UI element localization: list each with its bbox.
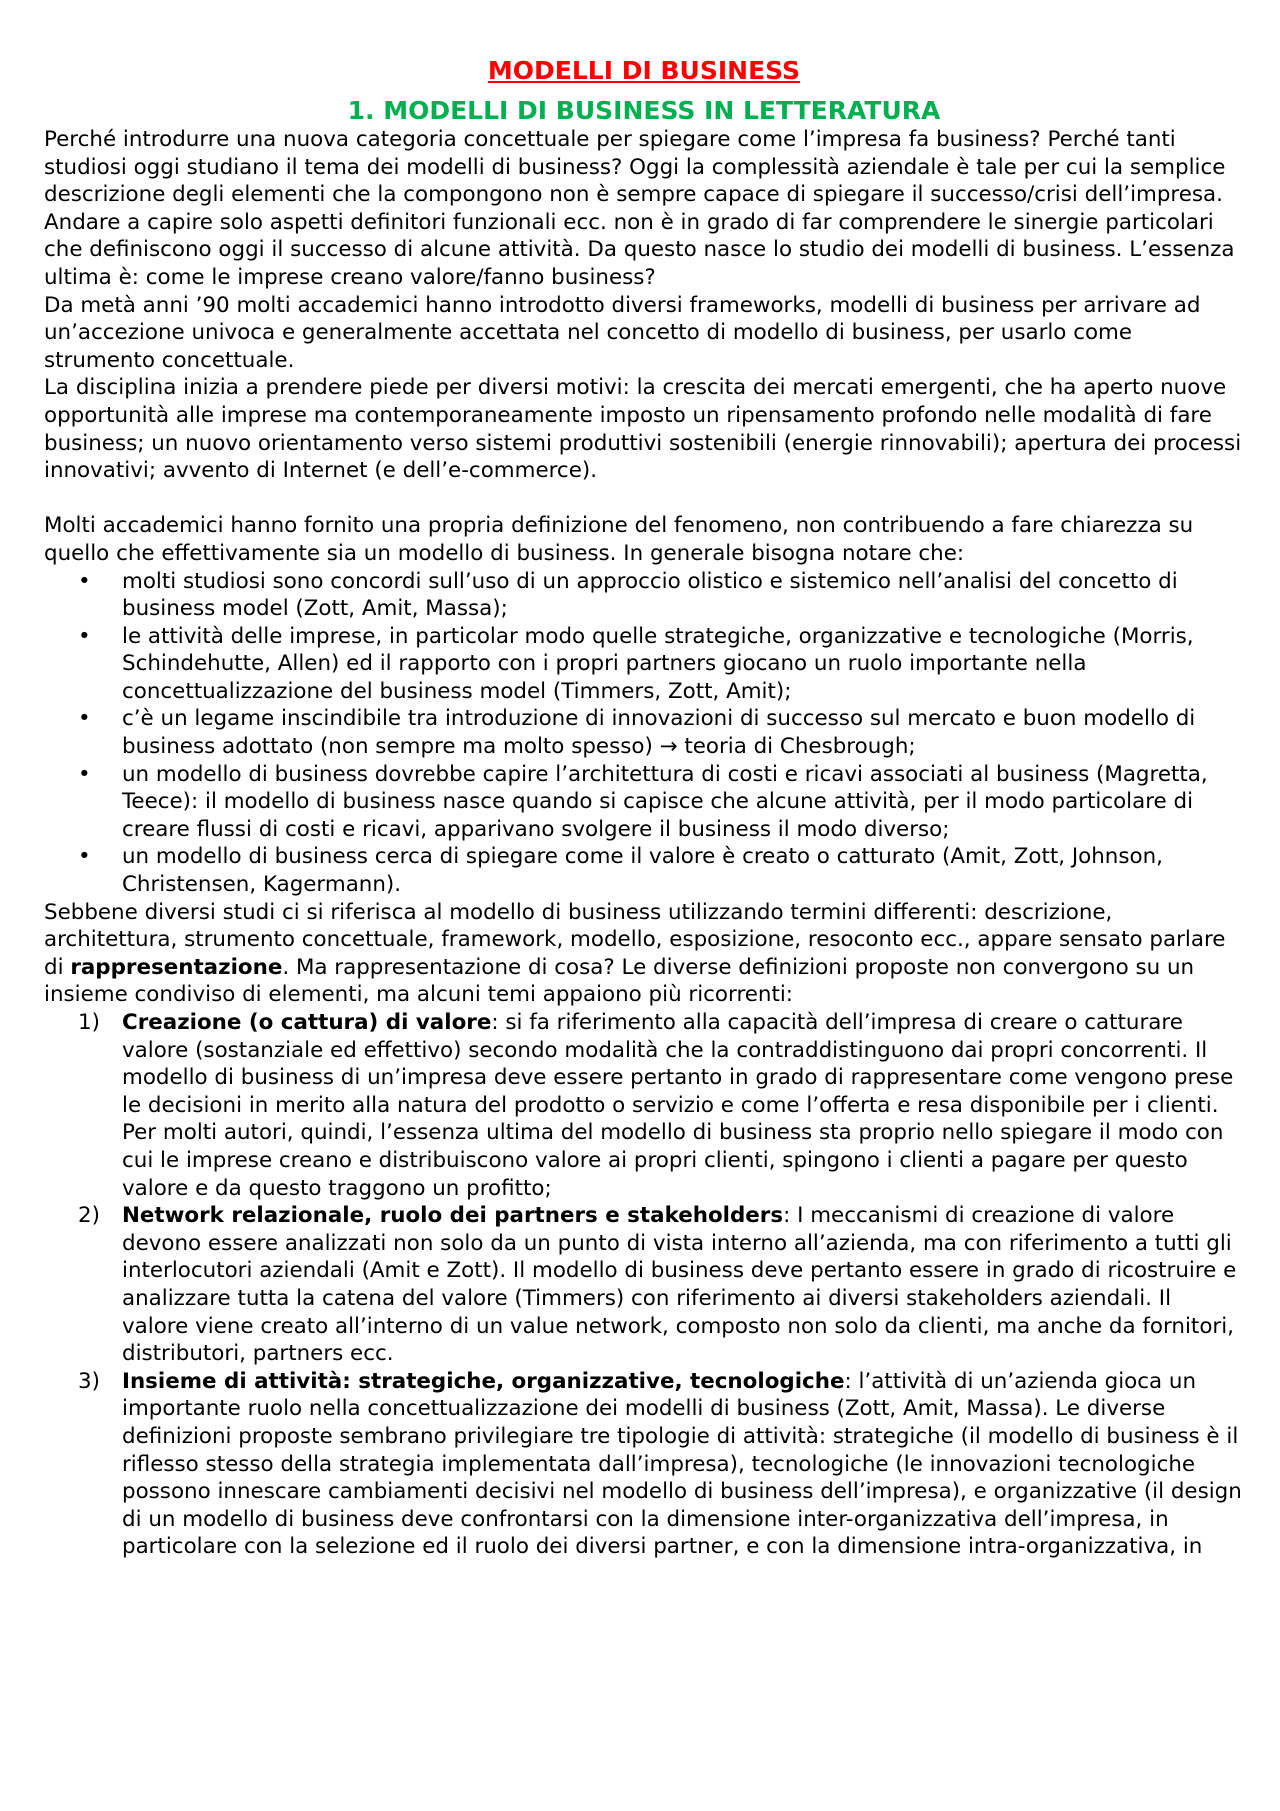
list-item [44,568,1244,623]
list-item [44,761,1244,844]
list-item [44,623,1244,706]
bullet-icon: • [78,568,91,594]
list-item-text: le attività delle imprese, in particolar modo quelle strategiche, organizzative e tecnologiche (Morris, Schindehutte, Allen) ed il rapporto con i propri partners giocano un ruolo importante nella concettualizzazione del business model (Timmers, Zott, Amit); [122,623,1194,704]
bullet-icon: • [78,761,91,787]
item-text: : I meccanismi di creazione di valore devono essere analizzati non solo da un punto di vista interno all’azienda, ma con riferimento a tutti gli interlocutori aziendali (Amit e Zott). Il modello di business deve pertanto essere in grado di ricostruire e analizzare tutta la catena del valore (Timmers) con riferimento ai diversi stakeholders aziendali. Il valore viene creato all’interno di un value network, composto non solo da clienti, ma anche da fornitori, distributori, partners ecc. [122,1203,1237,1367]
list-item-text: un modello di business dovrebbe capire l’architettura di costi e ricavi associati al business (Magretta, Teece): il modello di business nasce quando si capisce che alcune attività, per il modo particolare di creare flussi di costi e ricavi, apparivano svolgere il business il modo diverso; [122,761,1208,842]
item-heading: Creazione (o cattura) di valore [122,1010,492,1035]
bullet-icon: • [78,844,91,870]
section-title: 1. MODELLI DI BUSINESS IN LETTERATURA [347,96,941,125]
list-item [44,843,1244,898]
intro-paragraph-1: Perché introdurre una nuova categoria concettuale per spiegare come l’impresa fa business? Perché tanti studiosi oggi studiano il tema dei modelli di business? Oggi la complessità aziendale è tale per cui la semplice descrizione degli elementi che la compongono non è sempre capace di spiegare il successo/crisi dell’impresa. Andare a capire solo aspetti definitori funzionali ecc. non è in grado di far comprendere le sinergie particolari che definiscono oggi il successo di alcune attività. Da questo nasce lo studio dei modelli di business. L’essenza ultima è: come le imprese creano valore/fanno business? [44,127,1235,290]
item-number: 2) [78,1203,100,1229]
representation-text-after: . Ma rappresentazione di cosa? Le diverse definizioni proposte non convergono su un insieme condiviso di elementi, ma alcuni temi appaiono più ricorrenti: [44,954,1195,1008]
bullet-icon: • [78,706,91,732]
bullet-icon: • [78,623,91,649]
item-text: : l’attività di un’azienda gioca un importante ruolo nella concettualizzazione dei modelli di business (Zott, Amit, Massa). Le diverse definizioni proposte sembrano privilegiare tre tipologie di attività: strategiche (il modello di business è il riflesso stesso della strategia implementata dall’impresa), tecnologiche (le innovazioni tecnologiche possono innescare cambiamenti decisivi nel modello di business dell’impresa), e organizzative (il design di un modello di business deve confrontarsi con la dimensione inter-organizzativa dell’impresa, in particolare con la selezione ed il ruolo dei diversi partner, e con la dimensione intra-organizzativa, in [122,1368,1242,1560]
list-item-text: molti studiosi sono concordi sull’uso di un approccio olistico e sistemico nell’analisi del concetto di business model (Zott, Amit, Massa); [122,568,1178,622]
representation-text-before: Sebbene diversi studi ci si riferisca al modello di business utilizzando termini differenti: descrizione, architettura, strumento concettuale, framework, modello, esposizione, resoconto ecc., appare sensato parlare di [44,899,1226,980]
list-item-text: un modello di business cerca di spiegare come il valore è creato o catturato (Amit, Zott, Johnson, Christensen, Kagermann). [122,844,1163,898]
intro-paragraph-2: Da metà anni ’90 molti accademici hanno introdotto diversi frameworks, modelli di business per arrivare ad un’accezione univoca e generalmente accettata nel concetto di modello di business, per usarlo come strumento concettuale. [44,292,1201,373]
representation-keyword: rappresentazione [70,954,283,980]
intro-paragraph-3: La disciplina inizia a prendere piede per diversi motivi: la crescita dei mercati emergenti, che ha aperto nuove opportunità alle imprese ma contemporaneamente imposto un ripensamento profondo nelle modalità di fare business; un nuovo orientamento verso sistemi produttivi sostenibili (energie rinnovabili); apertura dei processi innovativi; avvento di Internet (e dell’e-commerce). [44,375,1242,484]
item-number: 3) [78,1368,100,1394]
item-heading: Insieme di attività: strategiche, organizzative, tecnologiche [122,1368,845,1394]
document-title: MODELLI DI BUSINESS [487,56,801,85]
numbered-list [44,1009,1244,1561]
list-item [44,705,1244,760]
item-text: : si fa riferimento alla capacità dell’impresa di creare o catturare valore (sostanziale ed effettivo) secondo modalità che la contraddistinguono dai propri concorrenti. Il modello di business di un’impresa deve essere pertanto in grado di rappresentare come vengono prese le decisioni in merito alla natura del prodotto o servizio e come l’offerta e resa disponibile per i clienti. Per molti autori, quindi, l’essenza ultima del modello di business sta proprio nello spiegare il modo con cui le imprese creano e distribuiscono valore ai propri clienti, spingono i clienti a pagare per questo valore e da questo traggono un profitto; [122,1010,1234,1201]
numbered-item [44,1202,1244,1368]
representation-paragraph [44,899,1244,1009]
numbered-item [44,1009,1244,1202]
numbered-item [44,1368,1244,1561]
item-heading: Network relazionale, ruolo dei partners e stakeholders [122,1203,784,1229]
paragraph-gap [44,485,1244,513]
item-number: 1) [78,1010,100,1035]
list-item-text: c’è un legame inscindibile tra introduzione di innovazioni di successo sul mercato e buon modello di business adottato (non sempre ma molto spesso) → teoria di Chesbrough; [122,706,1196,760]
definitions-paragraph: Molti accademici hanno fornito una propria definizione del fenomeno, non contribuendo a fare chiarezza su quello che effettivamente sia un modello di business. In generale bisogna notare che: [44,513,1194,566]
bullet-list [44,568,1244,899]
